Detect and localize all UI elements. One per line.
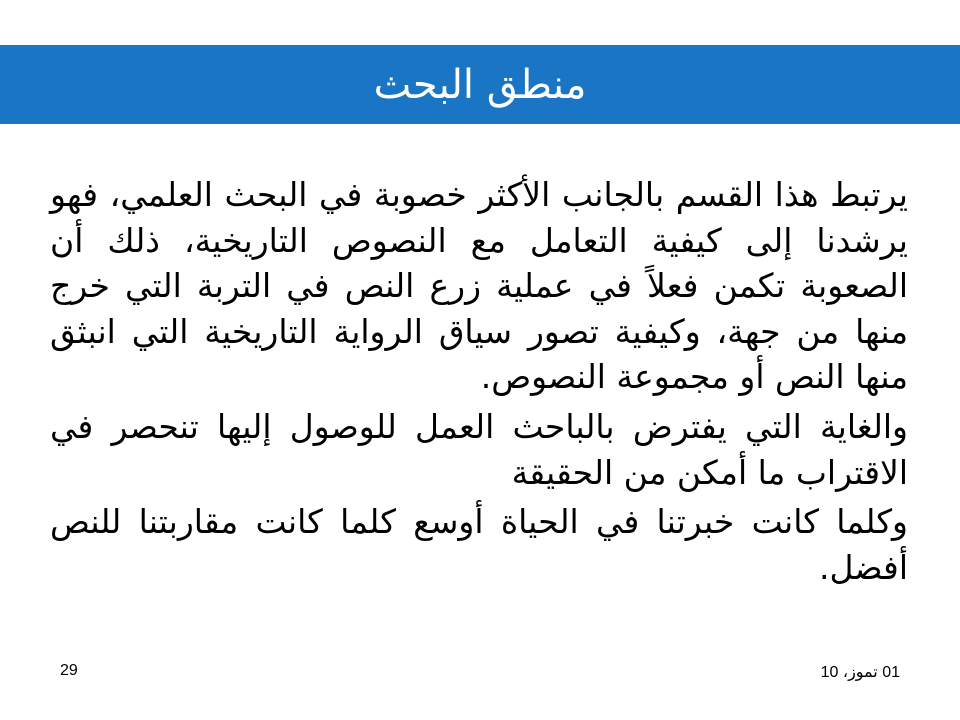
paragraph-2: والغاية التي يفترض بالباحث العمل للوصول إليها تنحصر في الاقتراب ما أمكن من الحقيقة [50,406,908,492]
page-number: 29 [60,662,78,679]
slide-body [50,172,908,594]
title-bar [0,45,960,124]
footer-date: 01 تموز، 10 [820,664,900,681]
paragraph-3: وكلما كانت خبرتنا في الحياة أوسع كلما كانت مقاربتنا للنص أفضل. [50,502,908,587]
paragraph-1: يرتبط هذا القسم بالجانب الأكثر خصوبة في البحث العلمي، فهو يرشدنا إلى كيفية التعامل مع النصوص التاريخية، ذلك أن الصعوبة تكمن فعلاً في عملية زرع النص في التربة التي خرج منها من جهة، وكيفية تصور سياق الرواية التاريخية التي انبثق منها النص أو مجموعة النصوص. [50,175,908,397]
slide-title: منطق البحث [373,61,587,108]
